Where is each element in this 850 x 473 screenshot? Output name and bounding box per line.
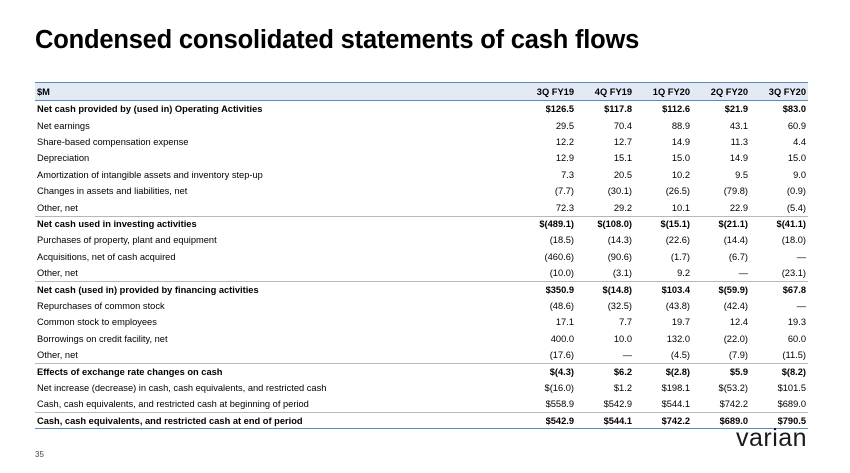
table-row <box>35 117 808 133</box>
table-row <box>35 134 808 150</box>
row-value: $544.1 <box>603 415 632 426</box>
row-label: Other, net <box>37 268 78 279</box>
row-label: Acquisitions, net of cash acquired <box>37 251 176 262</box>
row-value: $558.9 <box>545 399 574 410</box>
row-value: (79.8) <box>723 186 748 197</box>
row-value: $(59.9) <box>718 284 748 295</box>
row-value: $544.1 <box>661 399 690 410</box>
row-label: Net cash used in investing activities <box>37 219 197 230</box>
row-value: 9.5 <box>735 169 748 180</box>
header-unit-label: $M <box>37 86 50 97</box>
varian-logo: varian <box>736 424 808 452</box>
row-value: 14.9 <box>671 136 690 147</box>
table-row <box>35 216 808 232</box>
row-value: $117.8 <box>604 104 632 115</box>
row-value: (5.4) <box>786 202 806 213</box>
row-value: 10.0 <box>613 333 632 344</box>
row-value: $(108.0) <box>597 219 632 230</box>
row-value: (42.4) <box>723 300 748 311</box>
table-row <box>35 281 808 297</box>
table-row <box>35 314 808 330</box>
row-value: $790.5 <box>777 415 806 426</box>
row-label: Borrowings on credit facility, net <box>37 333 168 344</box>
row-value: $689.0 <box>777 399 806 410</box>
table-row <box>35 298 808 314</box>
row-value: $5.9 <box>729 366 748 377</box>
row-value: 15.0 <box>671 153 690 164</box>
row-label: Net earnings <box>37 120 90 131</box>
table-row <box>35 167 808 183</box>
row-value: 72.3 <box>555 202 574 213</box>
row-value: $689.0 <box>719 415 748 426</box>
row-value: (3.1) <box>612 268 632 279</box>
row-value: (26.5) <box>665 186 690 197</box>
row-value: $(14.8) <box>602 284 632 295</box>
row-value: 12.4 <box>729 317 748 328</box>
row-value: 70.4 <box>613 120 632 131</box>
row-value: 60.9 <box>787 120 806 131</box>
row-value: 15.1 <box>613 153 632 164</box>
row-value: 29.2 <box>613 202 632 213</box>
row-value: 12.2 <box>555 136 574 147</box>
row-value: (23.1) <box>781 268 806 279</box>
row-value: (18.0) <box>781 235 806 246</box>
row-value: (90.6) <box>607 251 632 262</box>
table-row <box>35 150 808 166</box>
row-value: (30.1) <box>607 186 632 197</box>
row-value: (18.5) <box>549 235 574 246</box>
row-value: (11.5) <box>782 350 806 361</box>
row-value: (460.6) <box>544 251 574 262</box>
row-value: $(16.0) <box>544 382 574 393</box>
table-row <box>35 380 808 396</box>
row-value: 14.9 <box>729 153 748 164</box>
row-value: (48.6) <box>549 300 574 311</box>
header-period: 1Q FY20 <box>652 86 690 97</box>
header-period: 2Q FY20 <box>710 86 748 97</box>
row-label: Net cash provided by (used in) Operating Activities <box>37 104 263 115</box>
table-row <box>35 363 808 379</box>
row-value: 19.3 <box>787 317 806 328</box>
row-value: (1.7) <box>670 251 690 262</box>
table-row <box>35 412 808 428</box>
row-value: — <box>796 251 806 262</box>
table-row <box>35 347 808 363</box>
table-row <box>35 199 808 215</box>
table-row <box>35 183 808 199</box>
row-value: $542.9 <box>603 399 632 410</box>
row-label: Amortization of intangible assets and inventory step-up <box>37 169 263 180</box>
row-value: — <box>622 350 632 361</box>
row-value: (4.5) <box>670 350 690 361</box>
row-value: 7.7 <box>619 317 632 328</box>
row-value: 22.9 <box>729 202 748 213</box>
row-value: 4.4 <box>793 136 806 147</box>
row-value: — <box>796 300 806 311</box>
row-label: Other, net <box>37 202 78 213</box>
row-value: (14.3) <box>607 235 632 246</box>
row-value: $6.2 <box>613 366 632 377</box>
row-value: 400.0 <box>550 333 574 344</box>
row-value: (22.0) <box>723 333 748 344</box>
row-value: 10.1 <box>671 202 690 213</box>
row-label: Depreciation <box>37 153 90 164</box>
row-label: Common stock to employees <box>37 317 157 328</box>
row-value: 9.0 <box>793 169 806 180</box>
row-value: $(2.8) <box>665 366 690 377</box>
header-period: 3Q FY20 <box>768 86 806 97</box>
row-value: 7.3 <box>561 169 574 180</box>
row-value: $(21.1) <box>718 219 748 230</box>
row-value: $(15.1) <box>660 219 690 230</box>
table-row <box>35 232 808 248</box>
row-value: (10.0) <box>549 268 574 279</box>
row-value: 12.7 <box>613 136 632 147</box>
row-value: 88.9 <box>671 120 690 131</box>
row-value: $(489.1) <box>539 219 574 230</box>
row-value: (14.4) <box>723 235 748 246</box>
table-row <box>35 396 808 412</box>
row-value: $542.9 <box>545 415 574 426</box>
row-value: $126.5 <box>545 104 574 115</box>
row-label: Cash, cash equivalents, and restricted cash at end of period <box>37 415 303 426</box>
row-value: $1.2 <box>613 382 632 393</box>
row-label: Cash, cash equivalents, and restricted cash at beginning of period <box>37 399 309 410</box>
row-value: 20.5 <box>613 169 632 180</box>
row-value: 17.1 <box>555 317 574 328</box>
row-label: Purchases of property, plant and equipment <box>37 235 217 246</box>
row-value: (0.9) <box>786 186 806 197</box>
row-value: 15.0 <box>787 153 806 164</box>
row-value: $67.8 <box>782 284 806 295</box>
row-value: (7.9) <box>728 350 748 361</box>
row-value: $112.6 <box>662 104 690 115</box>
table-row <box>35 101 808 117</box>
table-row <box>35 330 808 346</box>
row-value: $742.2 <box>719 399 748 410</box>
table-row <box>35 249 808 265</box>
row-value: (6.7) <box>728 251 748 262</box>
row-value: (22.6) <box>665 235 690 246</box>
row-value: (32.5) <box>607 300 632 311</box>
row-label: Net increase (decrease) in cash, cash equivalents, and restricted cash <box>37 382 327 393</box>
row-value: 43.1 <box>729 120 748 131</box>
row-value: 60.0 <box>787 333 806 344</box>
cash-flow-table <box>35 82 808 429</box>
row-value: $198.1 <box>661 382 690 393</box>
row-value: 10.2 <box>671 169 690 180</box>
header-period: 4Q FY19 <box>594 86 632 97</box>
row-label: Changes in assets and liabilities, net <box>37 186 188 197</box>
row-value: 9.2 <box>677 268 690 279</box>
row-value: 19.7 <box>671 317 690 328</box>
row-value: $21.9 <box>724 104 748 115</box>
table-row <box>35 265 808 281</box>
row-label: Repurchases of common stock <box>37 300 165 311</box>
table-header <box>35 82 808 101</box>
row-value: (17.6) <box>549 350 574 361</box>
row-value: $(41.1) <box>776 219 806 230</box>
row-value: 29.5 <box>555 120 574 131</box>
row-value: 132.0 <box>666 333 690 344</box>
row-value: $742.2 <box>661 415 690 426</box>
row-label: Net cash (used in) provided by financing activities <box>37 284 259 295</box>
row-value: $350.9 <box>545 284 574 295</box>
row-label: Other, net <box>37 350 78 361</box>
page-number: 35 <box>35 450 44 459</box>
row-value: $101.5 <box>777 382 806 393</box>
row-value: $103.4 <box>661 284 690 295</box>
row-value: $(53.2) <box>718 382 748 393</box>
row-value: $(4.3) <box>549 366 574 377</box>
row-value: 11.3 <box>730 136 748 147</box>
row-value: $(8.2) <box>781 366 806 377</box>
row-value: $83.0 <box>782 104 806 115</box>
row-value: (7.7) <box>554 186 574 197</box>
row-label: Effects of exchange rate changes on cash <box>37 366 223 377</box>
row-value: (43.8) <box>665 300 690 311</box>
page-title: Condensed consolidated statements of cash flows <box>35 26 640 54</box>
row-label: Share-based compensation expense <box>37 136 189 147</box>
header-period: 3Q FY19 <box>536 86 574 97</box>
row-value: 12.9 <box>555 153 574 164</box>
row-value: — <box>738 268 748 279</box>
